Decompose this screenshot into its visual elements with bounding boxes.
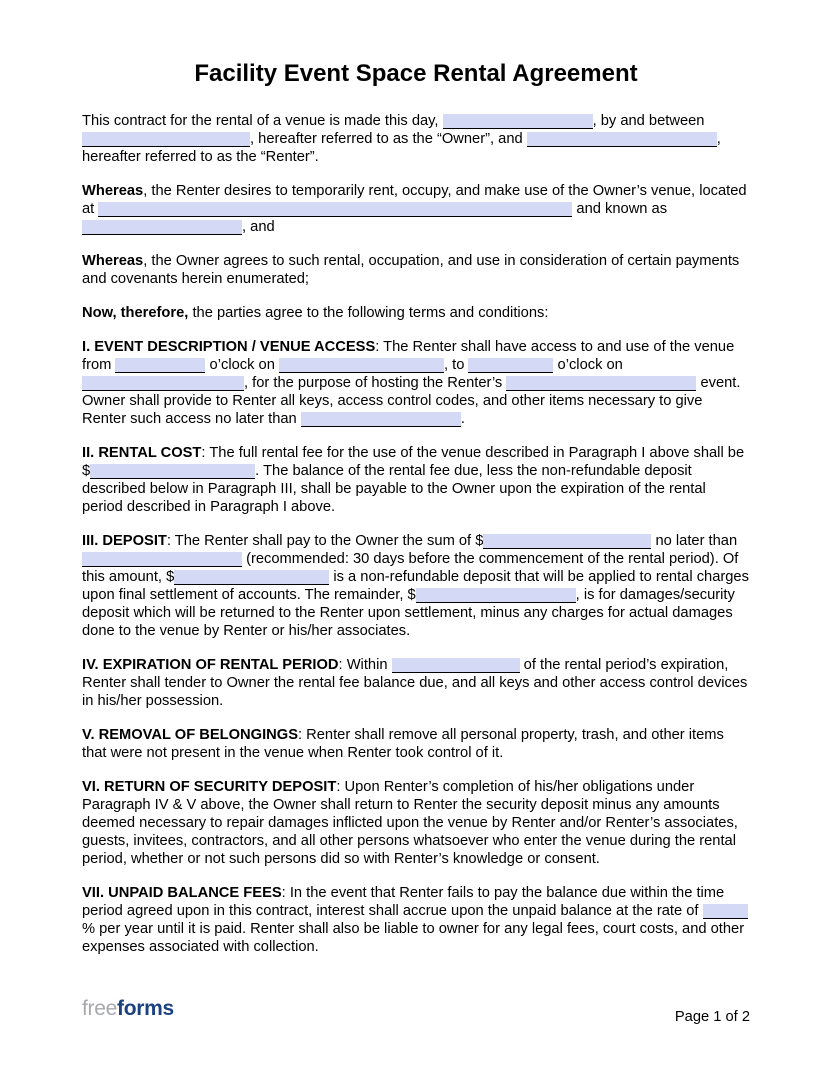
- section-heading: VI. RETURN OF SECURITY DEPOSIT: [82, 779, 337, 795]
- section-text: : Upon Renter’s completion of his/her obligations under Paragraph IV & V above, the Owner shall return to Renter the security deposit minus any amounts deemed necessary to repair damages inflicted upon the venue by Renter and/or Renter’s associates, guests, invitees, contractors, and all other persons whatsoever who enter the venue during the rental period, whether or not such persons did so with Renter’s knowledge or consent.: [82, 779, 738, 867]
- section-text: no later than: [651, 533, 738, 549]
- now-therefore-paragraph: [82, 304, 750, 322]
- section-text: of the rental period’s expiration, Renter shall tender to Owner the rental fee balance due, and all keys and other access control devices in his/her possession.: [82, 657, 748, 709]
- section-text: : The Renter shall have access to and use of the venue from: [82, 339, 735, 373]
- access-start-date-field[interactable]: [279, 358, 444, 373]
- whereas-owner-paragraph: [82, 252, 750, 288]
- section-text: , to: [443, 357, 469, 373]
- whereas-text: and known as: [572, 201, 668, 217]
- section-removal: [82, 726, 750, 762]
- therefore-text: the parties agree to the following terms and conditions:: [188, 305, 549, 321]
- section-text: . The balance of the rental fee due, less the non-refundable deposit described below in Paragraph III, shall be payable to the Owner upon the expiration of the rental period described in Paragraph I above.: [82, 463, 706, 515]
- whereas-text: , the Owner agrees to such rental, occupation, and use in consideration of certain payments and covenants herein enumerated;: [82, 253, 740, 287]
- intro-text: This contract for the rental of a venue is made this day,: [82, 113, 443, 129]
- deposit-due-date-field[interactable]: [82, 552, 242, 567]
- owner-name-field[interactable]: [82, 132, 250, 147]
- whereas-text: , and: [242, 219, 275, 235]
- whereas-renter-paragraph: [82, 182, 750, 236]
- logo-text-free: free: [82, 997, 117, 1020]
- nonrefundable-deposit-field[interactable]: [174, 570, 329, 585]
- whereas-lead: Whereas: [82, 183, 144, 199]
- section-heading: IV. EXPIRATION OF RENTAL PERIOD: [82, 657, 339, 673]
- section-unpaid-balance: [82, 884, 750, 956]
- page-number: Page 1 of 2: [674, 1009, 750, 1025]
- venue-name-field[interactable]: [82, 220, 242, 235]
- section-text: % per year until it is paid. Renter shall also be liable to owner for any legal fees, court costs, and other expenses associated with collection.: [82, 921, 745, 955]
- security-remainder-field[interactable]: [416, 588, 576, 603]
- section-text: (recommended: 30 days before the commencement of the rental period). Of this amount, $: [82, 551, 739, 585]
- section-heading: I. EVENT DESCRIPTION / VENUE ACCESS: [82, 339, 376, 355]
- section-text: , for the purpose of hosting the Renter’s: [244, 375, 507, 391]
- renter-name-field[interactable]: [527, 132, 717, 147]
- intro-text: , by and between: [592, 113, 705, 129]
- section-text: o’clock on: [553, 357, 623, 373]
- section-heading: II. RENTAL COST: [82, 445, 202, 461]
- page-footer: [82, 997, 750, 1025]
- section-heading: VII. UNPAID BALANCE FEES: [82, 885, 282, 901]
- section-heading: III. DEPOSIT: [82, 533, 167, 549]
- access-end-time-field[interactable]: [468, 358, 553, 373]
- section-heading: V. REMOVAL OF BELONGINGS: [82, 727, 298, 743]
- access-end-date-field[interactable]: [82, 376, 244, 391]
- section-deposit: [82, 532, 750, 640]
- section-event-description: [82, 338, 750, 428]
- section-expiration: [82, 656, 750, 710]
- section-rental-cost: [82, 444, 750, 516]
- deposit-sum-field[interactable]: [483, 534, 651, 549]
- section-text: .: [460, 411, 465, 427]
- balance-tender-period-field[interactable]: [392, 658, 520, 673]
- section-text: o’clock on: [205, 357, 279, 373]
- section-text: : Renter shall remove all personal property, trash, and other items that were not present in the venue when Renter took control of it.: [82, 727, 724, 761]
- section-text: : The Renter shall pay to the Owner the sum of $: [166, 533, 484, 549]
- rental-fee-field[interactable]: [90, 464, 255, 479]
- whereas-text: , the Renter desires to temporarily rent, occupy, and make use of the Owner’s venue, located at: [82, 183, 747, 217]
- section-text: : Within: [338, 657, 392, 673]
- venue-address-field[interactable]: [98, 202, 572, 217]
- whereas-lead: Whereas: [82, 253, 144, 269]
- section-text: is a non-refundable deposit that will be applied to rental charges upon final settlement of accounts. The remainder, $: [82, 569, 749, 603]
- logo-text-forms: forms: [117, 997, 174, 1020]
- freeforms-logo: [82, 997, 174, 1021]
- section-text: , is for damages/security deposit which will be returned to the Renter upon settlement, minus any charges for actual damages done to the venue by Renter or his/her associates.: [82, 587, 735, 639]
- intro-text: , hereafter referred to as the “Renter”.: [82, 131, 721, 165]
- access-deadline-field[interactable]: [301, 412, 461, 427]
- section-text: : The full rental fee for the use of the venue described in Paragraph I above shall be $: [82, 445, 745, 479]
- section-text: event. Owner shall provide to Renter all keys, access control codes, and other items necessary to give Renter such access no later than: [82, 375, 741, 427]
- intro-text: , hereafter referred to as the “Owner”, and: [250, 131, 527, 147]
- intro-paragraph: [82, 112, 750, 166]
- agreement-date-field[interactable]: [443, 114, 593, 129]
- section-return-deposit: [82, 778, 750, 868]
- page-title: Facility Event Space Rental Agreement: [194, 60, 638, 87]
- therefore-lead: Now, therefore,: [82, 305, 189, 321]
- access-start-time-field[interactable]: [115, 358, 205, 373]
- event-type-field[interactable]: [506, 376, 696, 391]
- section-text: : In the event that Renter fails to pay the balance due within the time period agreed upon in this contract, interest shall accrue upon the unpaid balance at the rate of: [82, 885, 725, 919]
- interest-rate-field[interactable]: [703, 904, 748, 919]
